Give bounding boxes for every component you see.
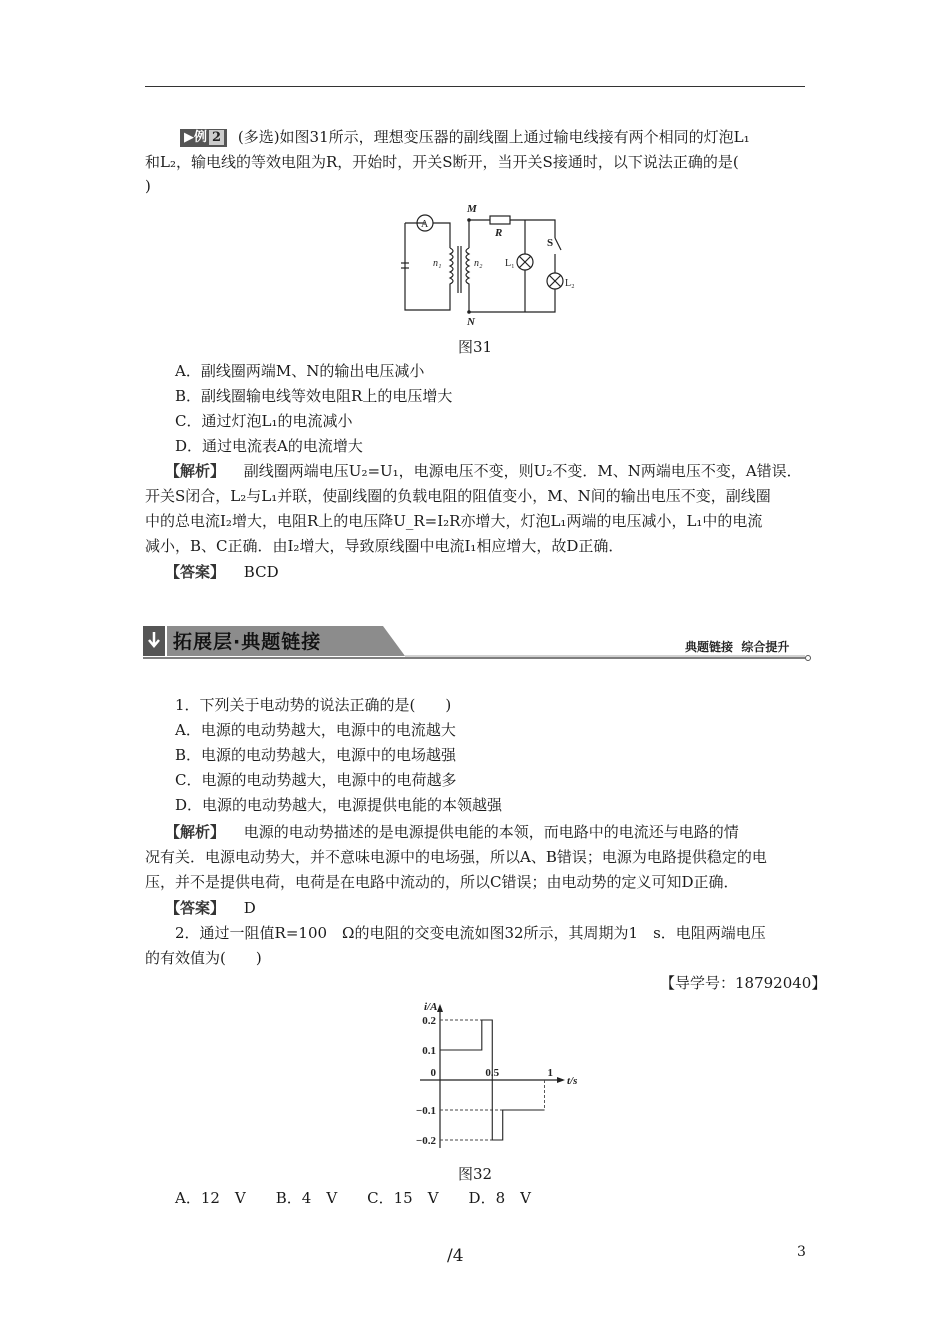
- example-analysis-line-2: 开关S闭合，L₂与L₁并联，使副线圈的负载电阻的阻值变小，M、N间的输出电压不变，副线圈: [145, 487, 771, 505]
- x-axis-arrow: [557, 1077, 565, 1083]
- example-option-c: C．通过灯泡L₁的电流减小: [175, 412, 353, 430]
- example-analysis-line-1: 【解析】 副线圈两端电压U₂=U₁，电源电压不变，则U₂不变．M、N两端电压不变，A错误．: [165, 462, 802, 480]
- q1-answer-line: 【答案】 D: [165, 899, 256, 917]
- x-axis-label: t/s: [567, 1075, 578, 1087]
- q1-option-d: D．电源的电动势越大，电源提供电能的本领越强: [175, 796, 503, 814]
- q2-stem-line-2: 的有效值为( ): [145, 949, 262, 967]
- analysis-tag: 【解析】: [165, 462, 226, 480]
- y-tick-4: −0.2: [415, 1135, 436, 1147]
- section-banner: [143, 624, 811, 664]
- example-answer-line: [165, 562, 279, 582]
- answer-tag: 【答案】: [165, 563, 226, 581]
- q1-analysis-line-1: 【解析】 电源的电动势描述的是电源提供电能的本领，而电路中的电流还与电路的情: [165, 823, 739, 841]
- q1-analysis-line-3: 压，并不是提供电荷，电荷是在电路中流动的，所以C错误；由电动势的定义可知D正确．: [145, 873, 739, 891]
- page-number: 3: [797, 1244, 806, 1260]
- example-option-b: B．副线圈输电线等效电阻R上的电压增大: [175, 387, 453, 405]
- label-N: N: [467, 316, 475, 328]
- label-n2: n₂: [474, 258, 483, 269]
- example-option-d: D．通过电流表A的电流增大: [175, 437, 363, 455]
- top-rule: [145, 86, 805, 87]
- y-tick-3: −0.1: [415, 1105, 436, 1117]
- label-R: R: [495, 227, 503, 239]
- label-S: S: [547, 237, 554, 249]
- q1-option-a: A．电源的电动势越大，电源中的电流越大: [175, 721, 456, 739]
- example-line-1: ▶例 2 (多选)如图31所示，理想变压器的副线圈上通过输电线接有两个相同的灯泡L₁: [180, 127, 750, 147]
- banner-right-labels: 典题链接 综合提升: [685, 640, 790, 654]
- transformer-circuit-figure: [395, 198, 595, 328]
- y-axis-label: i/A: [424, 1001, 438, 1013]
- label-n1: n₁: [433, 258, 442, 269]
- example-line-3: ): [145, 177, 151, 195]
- figure-32-caption: 图32: [457, 1165, 493, 1183]
- example-option-a: A．副线圈两端M、N的输出电压减小: [175, 362, 425, 380]
- example-tag: ▶例 2: [180, 129, 227, 147]
- example-analysis-line-4: 减小，B、C正确．由I₂增大，导致原线圈中电流I₁相应增大，故D正确．: [145, 537, 624, 555]
- example-line-2: 和L₂，输电线的等效电阻为R，开始时，开关S断开，当开关S接通时，以下说法正确的是(: [145, 153, 739, 171]
- example-analysis-line-3: 中的总电流I₂增大，电阻R上的电压降U_R=I₂R亦增大，灯泡L₁两端的电压减小，L₁中的电流: [145, 512, 763, 530]
- q1-analysis-line-2: 况有关．电源电动势大，并不意味电源中的电场强，所以A、B错误；电源为电路提供稳定的电: [145, 848, 767, 866]
- q2-guide-number: 【导学号：18792040】: [660, 974, 827, 992]
- x-tick-0: 0: [430, 1067, 436, 1079]
- current-chart: [405, 998, 585, 1158]
- y-axis-arrow: [437, 1004, 443, 1012]
- q1-option-b: B．电源的电动势越大，电源中的电场越强: [175, 746, 457, 764]
- x-tick-1: 0.5: [485, 1067, 500, 1079]
- banner-title: 拓展层·典题链接: [173, 631, 322, 653]
- q1-stem: 1．下列关于电动势的说法正确的是( ): [175, 696, 452, 714]
- q1-answer: D: [243, 899, 256, 917]
- q2-stem-line-1: 2．通过一阻值R=100 Ω的电阻的交变电流如图32所示，其周期为1 s．电阻两端电压: [175, 924, 766, 942]
- label-M: M: [467, 203, 477, 215]
- q2-options: A．12 V B．4 V C．15 V D．8 V: [175, 1189, 531, 1207]
- footer-center: /4: [447, 1246, 464, 1266]
- x-tick-2: 1: [547, 1067, 554, 1079]
- q1-option-c: C．电源的电动势越大，电源中的电荷越多: [175, 771, 457, 789]
- y-tick-1: 0.1: [422, 1045, 436, 1057]
- label-L1: L₁: [505, 258, 515, 269]
- y-tick-0: 0.2: [422, 1015, 436, 1027]
- example-answer: BCD: [243, 563, 279, 581]
- ammeter-label: A: [421, 219, 429, 230]
- label-L2: L₂: [565, 278, 575, 289]
- figure-31-caption: 图31: [457, 338, 493, 356]
